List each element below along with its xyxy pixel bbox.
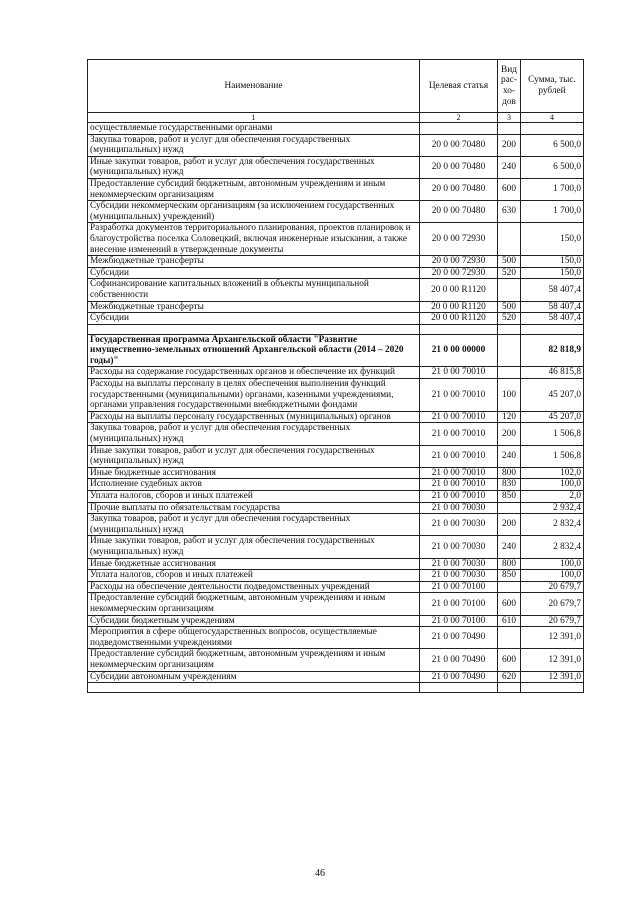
header-sum: Сумма, тыс. рублей [521,60,584,113]
page-number: 46 [315,868,325,879]
row-name-cell: Иные закупки товаров, работ и услуг для обеспечения государственных (муниципальных) нужд [88,445,420,467]
row-vid-cell [498,223,521,256]
row-article-cell: 21 0 00 70010 [420,479,498,491]
row-vid-cell [498,324,521,334]
row-vid-cell: 830 [498,479,521,491]
table-row [88,627,584,649]
row-name-cell: Субсидии некоммерческим организациям (за исключением государственных (муниципальных) учреждений) [88,201,420,223]
row-sum-cell: 100,0 [521,570,584,582]
row-name-cell: Софинансирование капитальных вложений в объекты муниципальной собственности [88,279,420,301]
table-row [88,279,584,301]
row-article-cell: 21 0 00 70030 [420,558,498,570]
row-article-cell: 21 0 00 70030 [420,502,498,514]
row-sum-cell: 6 500,0 [521,156,584,178]
row-vid-cell: 500 [498,256,521,268]
row-sum-cell: 12 391,0 [521,671,584,683]
row-sum-cell: 100,0 [521,558,584,570]
row-name-cell: Иные закупки товаров, работ и услуг для обеспечения государственных (муниципальных) нужд [88,536,420,558]
row-vid-cell: 600 [498,593,521,615]
row-article-cell: 20 0 00 R1120 [420,279,498,301]
row-article-cell: 20 0 00 70480 [420,201,498,223]
table-row [88,536,584,558]
row-article-cell: 21 0 00 70030 [420,536,498,558]
column-number-3: 3 [498,113,521,123]
row-sum-cell: 150,0 [521,267,584,279]
row-article-cell: 21 0 00 70010 [420,367,498,379]
table-row [88,223,584,256]
table-row [88,379,584,412]
table-row [88,123,584,135]
row-sum-cell [521,324,584,334]
row-vid-cell: 100 [498,379,521,412]
row-vid-cell: 200 [498,514,521,536]
row-sum-cell: 12 391,0 [521,649,584,671]
table-row [88,514,584,536]
row-vid-cell: 240 [498,156,521,178]
row-vid-cell [498,683,521,693]
row-article-cell: 21 0 00 70010 [420,467,498,479]
row-sum-cell: 2,0 [521,491,584,503]
row-vid-cell: 120 [498,411,521,423]
row-name-cell: Иные бюджетные ассигнования [88,558,420,570]
row-vid-cell [498,502,521,514]
row-article-cell: 21 0 00 70010 [420,445,498,467]
row-vid-cell [498,367,521,379]
row-article-cell: 21 0 00 00000 [420,334,498,367]
table-row [88,201,584,223]
row-name-cell: Межбюджетные трансферты [88,256,420,268]
row-name-cell [88,324,420,334]
row-vid-cell: 800 [498,467,521,479]
table-row [88,615,584,627]
row-name-cell: Предоставление субсидий бюджетным, автономным учреждениям и иным некоммерческим организациям [88,649,420,671]
row-article-cell: 20 0 00 70480 [420,134,498,156]
row-sum-cell [521,683,584,693]
row-name-cell: Расходы на выплаты персоналу в целях обеспечения выполнения функций государственными (муниципальными) органами, казенными учреждениями, органами управления государственными внебюджетными фондами [88,379,420,412]
row-sum-cell: 58 407,4 [521,313,584,325]
table-row [88,156,584,178]
row-name-cell: Субсидии [88,267,420,279]
table-row [88,423,584,445]
table-row [88,256,584,268]
row-article-cell: 21 0 00 70010 [420,379,498,412]
header-name: Наименование [88,60,420,113]
row-name-cell: Прочие выплаты по обязательствам государства [88,502,420,514]
row-name-cell: Иные закупки товаров, работ и услуг для обеспечения государственных (муниципальных) нужд [88,156,420,178]
row-sum-cell: 2 832,4 [521,514,584,536]
row-article-cell: 21 0 00 70030 [420,514,498,536]
row-name-cell: Субсидии [88,313,420,325]
row-vid-cell [498,581,521,593]
table-row [88,467,584,479]
row-article-cell [420,683,498,693]
budget-table [87,59,584,693]
table-row [88,267,584,279]
column-number-4: 4 [521,113,584,123]
row-article-cell: 21 0 00 70490 [420,671,498,683]
row-name-cell: осуществляемые государственными органами [88,123,420,135]
table-row [88,445,584,467]
row-sum-cell: 1 700,0 [521,178,584,200]
row-article-cell: 20 0 00 R1120 [420,313,498,325]
table-row [88,479,584,491]
header-article: Целевая статья [420,60,498,113]
header-vid: Вид рас-хо-дов [498,60,521,113]
row-article-cell: 21 0 00 70490 [420,627,498,649]
row-sum-cell: 58 407,4 [521,279,584,301]
row-sum-cell: 1 506,8 [521,423,584,445]
table-spacer-row [88,683,584,693]
table-row [88,502,584,514]
table-header-row [88,60,584,113]
table-row [88,367,584,379]
row-sum-cell: 58 407,4 [521,301,584,313]
table-row [88,313,584,325]
row-sum-cell: 1 700,0 [521,201,584,223]
row-sum-cell: 45 207,0 [521,411,584,423]
row-article-cell [420,324,498,334]
row-article-cell: 20 0 00 70480 [420,156,498,178]
row-sum-cell: 20 679,7 [521,593,584,615]
row-vid-cell [498,279,521,301]
row-article-cell: 21 0 00 70100 [420,593,498,615]
row-sum-cell: 82 818,9 [521,334,584,367]
row-sum-cell: 1 506,8 [521,445,584,467]
row-sum-cell: 102,0 [521,467,584,479]
table-spacer-row [88,324,584,334]
row-vid-cell [498,334,521,367]
row-name-cell: Государственная программа Архангельской области "Развитие имущественно-земельных отношений Архангельской области (2014 – 2020 годы)" [88,334,420,367]
table-row [88,649,584,671]
row-vid-cell: 800 [498,558,521,570]
row-article-cell [420,123,498,135]
row-name-cell: Расходы на обеспечение деятельности подведомственных учреждений [88,581,420,593]
row-sum-cell: 12 391,0 [521,627,584,649]
row-name-cell: Предоставление субсидий бюджетным, автономным учреждениям и иным некоммерческим организациям [88,178,420,200]
row-sum-cell: 150,0 [521,256,584,268]
row-name-cell: Иные бюджетные ассигнования [88,467,420,479]
row-sum-cell: 2 932,4 [521,502,584,514]
column-number-1: 1 [88,113,420,123]
row-name-cell: Расходы на содержание государственных органов и обеспечение их функций [88,367,420,379]
budget-table-sheet [87,59,583,693]
row-vid-cell: 520 [498,267,521,279]
row-vid-cell: 600 [498,178,521,200]
row-name-cell: Уплата налогов, сборов и иных платежей [88,570,420,582]
row-article-cell: 21 0 00 70010 [420,411,498,423]
table-row [88,570,584,582]
table-row [88,134,584,156]
table-row [88,593,584,615]
row-sum-cell: 6 500,0 [521,134,584,156]
row-vid-cell [498,627,521,649]
table-row [88,411,584,423]
row-vid-cell: 620 [498,671,521,683]
row-article-cell: 21 0 00 70100 [420,615,498,627]
row-sum-cell: 20 679,7 [521,581,584,593]
row-vid-cell: 200 [498,134,521,156]
row-name-cell: Расходы на выплаты персоналу государственных (муниципальных) органов [88,411,420,423]
row-vid-cell: 630 [498,201,521,223]
column-number-2: 2 [420,113,498,123]
row-name-cell: Мероприятия в сфере общегосударственных вопросов, осуществляемые подведомственными учреждениями [88,627,420,649]
row-vid-cell: 240 [498,536,521,558]
table-row [88,671,584,683]
row-name-cell: Закупка товаров, работ и услуг для обеспечения государственных (муниципальных) нужд [88,134,420,156]
row-name-cell: Межбюджетные трансферты [88,301,420,313]
row-vid-cell: 200 [498,423,521,445]
row-article-cell: 21 0 00 70490 [420,649,498,671]
row-sum-cell: 20 679,7 [521,615,584,627]
row-name-cell: Уплата налогов, сборов и иных платежей [88,491,420,503]
table-row [88,491,584,503]
row-vid-cell: 850 [498,570,521,582]
row-article-cell: 21 0 00 70010 [420,423,498,445]
table-row [88,178,584,200]
row-article-cell: 20 0 00 72930 [420,256,498,268]
row-article-cell: 21 0 00 70030 [420,570,498,582]
row-sum-cell [521,123,584,135]
row-vid-cell: 600 [498,649,521,671]
row-name-cell: Субсидии автономным учреждениям [88,671,420,683]
row-vid-cell [498,123,521,135]
row-vid-cell: 500 [498,301,521,313]
row-article-cell: 20 0 00 70480 [420,178,498,200]
row-name-cell: Закупка товаров, работ и услуг для обеспечения государственных (муниципальных) нужд [88,514,420,536]
table-row [88,558,584,570]
row-sum-cell: 150,0 [521,223,584,256]
row-name-cell: Закупка товаров, работ и услуг для обеспечения государственных (муниципальных) нужд [88,423,420,445]
column-number-row [88,113,584,123]
table-row [88,581,584,593]
table-body [88,123,584,693]
row-sum-cell: 46 815,8 [521,367,584,379]
row-name-cell: Субсидии бюджетным учреждениям [88,615,420,627]
row-article-cell: 20 0 00 72930 [420,267,498,279]
row-article-cell: 20 0 00 72930 [420,223,498,256]
row-article-cell: 21 0 00 70010 [420,491,498,503]
row-name-cell [88,683,420,693]
row-vid-cell: 240 [498,445,521,467]
row-vid-cell: 850 [498,491,521,503]
row-name-cell: Предоставление субсидий бюджетным, автономным учреждениям и иным некоммерческим организациям [88,593,420,615]
row-article-cell: 20 0 00 R1120 [420,301,498,313]
row-sum-cell: 45 207,0 [521,379,584,412]
table-row [88,334,584,367]
row-name-cell: Исполнение судебных актов [88,479,420,491]
row-sum-cell: 100,0 [521,479,584,491]
table-row [88,301,584,313]
row-sum-cell: 2 832,4 [521,536,584,558]
row-vid-cell: 610 [498,615,521,627]
row-article-cell: 21 0 00 70100 [420,581,498,593]
row-name-cell: Разработка документов территориального планирования, проектов планировок и благоустройства поселка Соловецкий, включая инженерные изыскания, а также внесение изменений в утвержденные документы [88,223,420,256]
row-vid-cell: 520 [498,313,521,325]
